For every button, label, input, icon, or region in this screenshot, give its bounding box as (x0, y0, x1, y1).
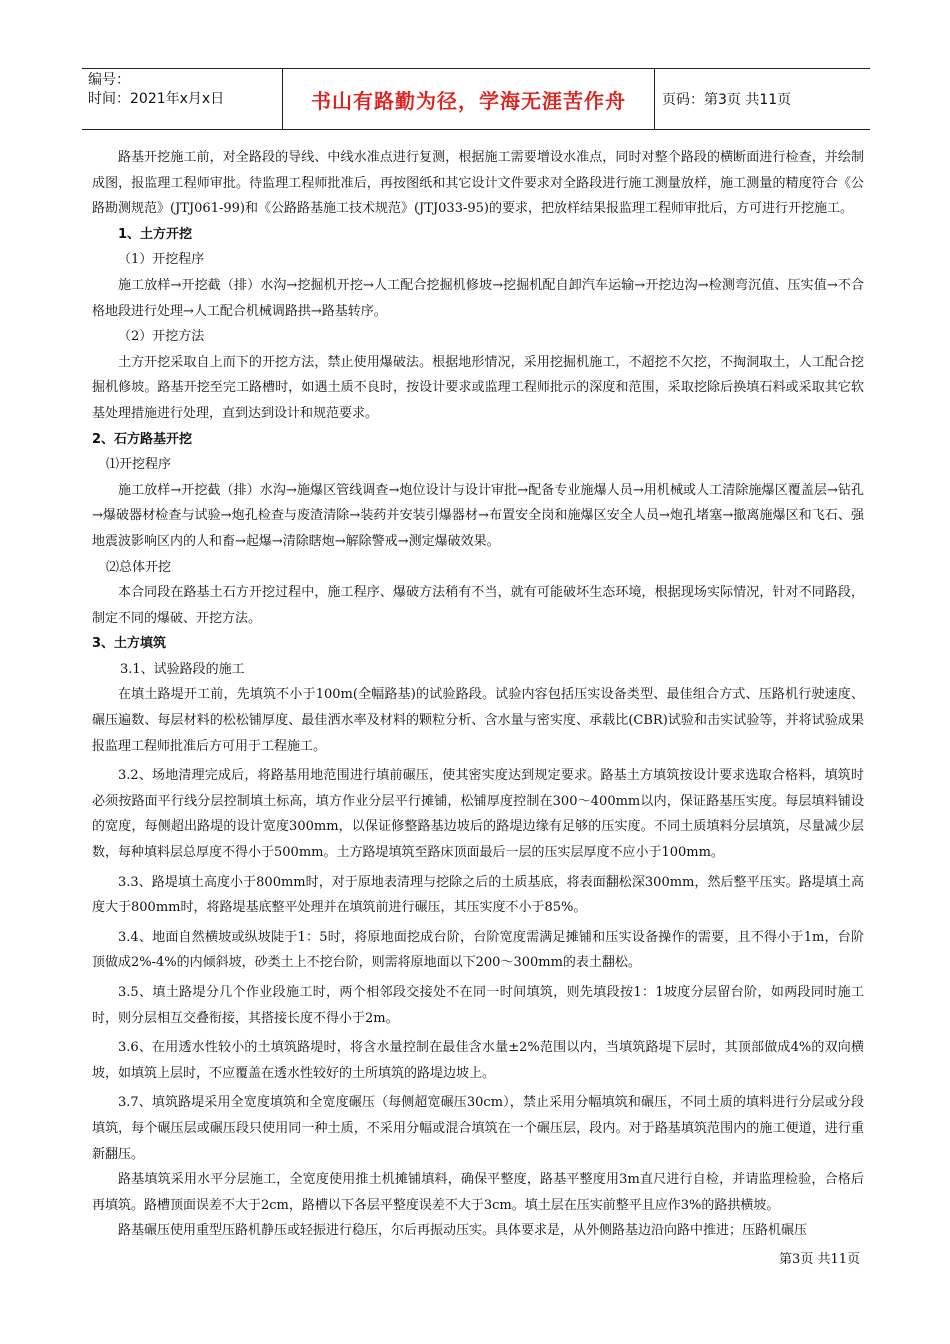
body-paragraph: 路基填筑采用水平分层施工，全宽度使用推土机摊铺填料，确保平整度，路基平整度用3m直尺进行自检，并请监理检验，合格后再填筑。路槽顶面误差不大于2cm，路槽以下各层平整度误差不大于3cm。填土层在压实前整平且应作3%的路拱横坡。 (92, 1172, 864, 1213)
document-body (92, 145, 864, 1244)
body-paragraph: 施工放样→开挖截（排）水沟→挖掘机开挖→人工配合挖掘机修坡→挖掘机配自卸汽车运输→开挖边沟→检测弯沉值、压实值→不合格地段进行处理→人工配合机械调路拱→路基转序。 (92, 277, 864, 319)
subheading-rock-procedure: ⑴开挖程序 (106, 457, 172, 473)
body-paragraph: 路基碾压使用重型压路机静压或轻振进行稳压，尔后再振动压实。具体要求是，从外侧路基边沿向路中推进；压路机碾压 (118, 1223, 808, 1239)
document-number-label: 编号： (88, 72, 130, 88)
page-footer: 第3页 共11页 (779, 1252, 860, 1267)
section-heading-earthwork-excavation: 1、土方开挖 (118, 226, 193, 242)
subheading-excavation-procedure: （1）开挖程序 (118, 252, 205, 268)
body-paragraph: 土方开挖采取自上而下的开挖方法，禁止使用爆破法。根据地形情况，采用挖掘机施工，不超挖不欠挖，不掏洞取土，人工配合挖掘机修坡。路基开挖至完工路槽时，如遇土质不良时，按设计要求或监理工程师批示的深度和范围，采取挖除后换填石料或采取其它软基处理措施进行处理，直到达到设计和规范要求。 (92, 354, 864, 421)
body-paragraph: 3.4、地面自然横坡或纵坡陡于1：5时，将原地面挖成台阶，台阶宽度需满足摊铺和压实设备操作的需要，且不得小于1m，台阶顶做成2%-4%的内倾斜坡，砂类土上不挖台阶，则需将原地面以下200～300mm的表土翻松。 (92, 929, 864, 971)
body-paragraph: 3.6、在用透水性较小的土填筑路堤时，将含水量控制在最佳含水量±2%范围以内，当填筑路堤下层时，其顶部做成4%的双向横坡，如填筑上层时，不应覆盖在透水性较好的土所填筑的路堤边坡上。 (92, 1040, 864, 1081)
subheading-overall-excavation: ⑵总体开挖 (106, 559, 172, 575)
body-paragraph: 3.5、填土路堤分几个作业段施工时，两个相邻段交接处不在同一时间填筑，则先填段按1：1坡度分层留台阶，如两段同时施工时，则分层相互交叠衔接，其搭接长度不得小于2m。 (92, 985, 864, 1026)
subheading-trial-section: 3.1、试验路段的施工 (120, 661, 245, 677)
body-paragraph: 3.2、场地清理完成后，将路基用地范围进行填前碾压，使其密实度达到规定要求。路基土方填筑按设计要求选取合格料，填筑时必须按路面平行线分层控制填土标高，填方作业分层平行摊铺，松铺厚度控制在300～400mm以内，保证路基压实度。每层填料铺设的宽度，每侧超出路堤的设计宽度300mm，以保证修整路基边坡后的路堤边缘有足够的压实度。不同土质填料分层填筑，尽量减少层数，每种填料层总厚度不得小于500mm。土方路堤填筑至路床顶面最后一层的压实层厚度不应小于100mm。 (92, 768, 864, 861)
section-heading-earth-filling: 3、土方填筑 (92, 636, 167, 652)
subheading-excavation-method: （2）开挖方法 (118, 329, 205, 345)
intro-paragraph: 路基开挖施工前，对全路段的导线、中线水准点进行复测，根据施工需要增设水准点，同时对整个路段的横断面进行检查，并绘制成图，报监理工程师审批。待监理工程师批准后，再按图纸和其它设计文件要求对全路段进行施工测量放样，施工测量的精度符合《公路勘测规范》(JTJ061-99)和《公路路基施工技术规范》(JTJ033-95)的要求，把放样结果报监理工程师审批后，方可进行开挖施工。 (92, 150, 864, 217)
header-meta (88, 71, 280, 109)
header-page-info: 页码：第3页 共11页 (662, 92, 792, 108)
page-header (82, 68, 870, 130)
body-paragraph: 施工放样→开挖截（排）水沟→施爆区管线调查→炮位设计与设计审批→配备专业施爆人员→用机械或人工清除施爆区覆盖层→钻孔→爆破器材检查与试验→炮孔检查与废渣清除→装药并安装引爆器材→布置安全岗和施爆区安全人员→炮孔堵塞→撤离施爆区和飞石、强地震波影响区内的人和畜→起爆→清除瞎炮→解除警戒→测定爆破效果。 (92, 482, 864, 549)
body-paragraph: 3.7、填筑路堤采用全宽度填筑和全宽度碾压（每侧超宽碾压30cm），禁止采用分幅填筑和碾压，不同土质的填料进行分层或分段填筑，每个碾压层或碾压段只使用同一种土质，不采用分幅或混合填筑在一个碾压层，段内。对于路基填筑范围内的施工便道，进行重新翻压。 (92, 1095, 864, 1162)
section-heading-rock-excavation: 2、石方路基开挖 (92, 431, 193, 447)
document-date: 时间：2021年x月x日 (88, 91, 225, 107)
body-paragraph: 本合同段在路基土石方开挖过程中，施工程序、爆破方法稍有不当，就有可能破坏生态环境，根据现场实际情况，针对不同路段，制定不同的爆破、开挖方法。 (92, 585, 864, 626)
body-paragraph: 在填土路堤开工前，先填筑不小于100m(全幅路基)的试验路段。试验内容包括压实设备类型、最佳组合方式、压路机行驶速度、碾压遍数、每层材料的松松铺厚度、最佳洒水率及材料的颗粒分析、含水量与密实度、承载比(CBR)试验和击实试验等，并将试验成果报监理工程师批准后方可用于工程施工。 (92, 687, 864, 754)
header-motto: 书山有路勤为径，学海无涯苦作舟 (282, 69, 655, 129)
body-paragraph: 3.3、路堤填土高度小于800mm时，对于原地表清理与挖除之后的土质基底，将表面翻松深300mm，然后整平压实。路堤填土高度大于800mm时，将路堤基底整平处理并在填筑前进行碾压，其压实度不小于85%。 (92, 874, 864, 916)
